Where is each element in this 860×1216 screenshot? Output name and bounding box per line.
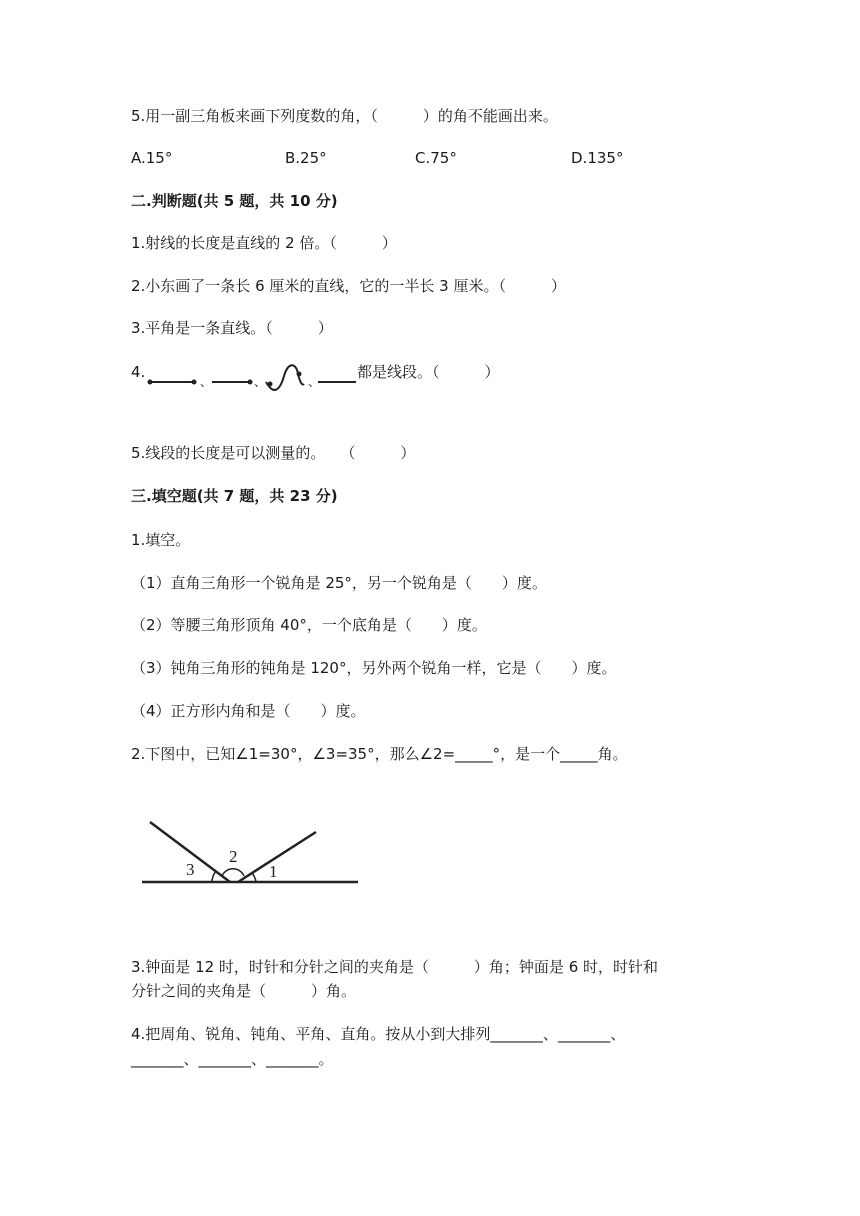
figure-endpoint bbox=[268, 382, 273, 387]
fill-q2-stem: 2.下图中，已知∠1=30°，∠3=35°，那么∠2=_____°，是一个_____角。 bbox=[131, 745, 628, 763]
q5-stem: 5.用一副三角板来画下列度数的角，（ ）的角不能画出来。 bbox=[131, 107, 558, 125]
figure-angle-arc-3 bbox=[212, 871, 216, 882]
figure-endpoint bbox=[248, 380, 253, 385]
judge-item-2: 2.小东画了一条长 6 厘米的直线，它的一半长 3 厘米。（ ） bbox=[131, 277, 566, 295]
fill-q3-line1: 3.钟面是 12 时，时针和分针之间的夹角是（ ）角；钟面是 6 时，时针和 bbox=[131, 958, 659, 976]
figure-angle-arc-2 bbox=[222, 869, 244, 876]
q5-option-c: C.75° bbox=[415, 149, 457, 167]
figure-endpoint bbox=[297, 372, 302, 377]
judge-item-1: 1.射线的长度是直线的 2 倍。（ ） bbox=[131, 234, 397, 252]
judge-item-4-tail: 都是线段。（ ） bbox=[357, 363, 500, 381]
fill-q4-line2: _______、_______、_______。 bbox=[131, 1050, 334, 1068]
figure-angle-arc-1 bbox=[252, 873, 256, 882]
fill-q1-stem: 1.填空。 bbox=[131, 531, 191, 549]
angle-figure bbox=[140, 818, 360, 898]
section2-heading: 二.判断题(共 5 题，共 10 分) bbox=[131, 192, 338, 210]
figure-separator: 、 bbox=[308, 375, 321, 389]
q5-option-a: A.15° bbox=[131, 149, 173, 167]
judge-item-5: 5.线段的长度是可以测量的。 （ ） bbox=[131, 444, 416, 462]
figure-curve bbox=[266, 365, 304, 390]
figure-label-3: 3 bbox=[186, 860, 195, 879]
judge-item-4-number: 4. bbox=[131, 363, 146, 381]
figure-label-1: 1 bbox=[269, 862, 278, 881]
figure-endpoint bbox=[148, 380, 153, 385]
figure-separator: 、 bbox=[254, 375, 267, 389]
segment-figure bbox=[146, 360, 358, 400]
fill-q1-sub-4: （4）正方形内角和是（ ）度。 bbox=[131, 702, 366, 720]
fill-q1-sub-2: （2）等腰三角形顶角 40°，一个底角是（ ）度。 bbox=[131, 616, 487, 634]
judge-item-3: 3.平角是一条直线。（ ） bbox=[131, 319, 333, 337]
section3-heading: 三.填空题(共 7 题，共 23 分) bbox=[131, 487, 338, 505]
figure-endpoint bbox=[192, 380, 197, 385]
q5-option-b: B.25° bbox=[285, 149, 327, 167]
figure-separator: 、 bbox=[200, 375, 213, 389]
fill-q1-sub-3: （3）钝角三角形的钝角是 120°，另外两个锐角一样，它是（ ）度。 bbox=[131, 659, 617, 677]
fill-q4-line1: 4.把周角、锐角、钝角、平角、直角。按从小到大排列_______、_______、 bbox=[131, 1025, 626, 1043]
q5-option-d: D.135° bbox=[571, 149, 624, 167]
figure-label-2: 2 bbox=[229, 847, 238, 866]
fill-q1-sub-1: （1）直角三角形一个锐角是 25°，另一个锐角是（ ）度。 bbox=[131, 574, 547, 592]
fill-q3-line2: 分针之间的夹角是（ ）角。 bbox=[131, 982, 357, 1000]
